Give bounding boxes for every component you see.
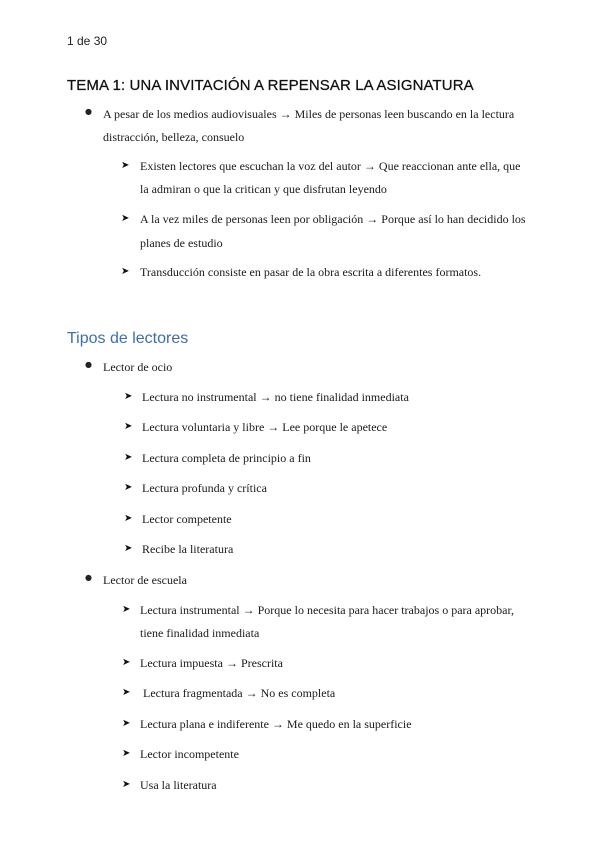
escuela-item-1-line-1: Lectura instrumental → Porque lo necesita para hacer trabajos o para aprobar,	[140, 603, 515, 617]
escuela-item-2: Lectura impuesta → Prescrita	[140, 656, 283, 670]
intro-bullet-line-1: A pesar de los medios audiovisuales → Miles de personas leen buscando en la lectura	[103, 107, 515, 121]
intro-sub-item-1-line-2: la admiran o que la critican y que disfrutan leyendo	[140, 182, 387, 196]
bullet-dot-icon: ●	[85, 360, 92, 369]
intro-sub-item-3: Transducción consiste en pasar de la obra escrita a diferentes formatos.	[140, 265, 482, 279]
group-label-escuela: Lector de escuela	[103, 573, 187, 587]
arrowhead-bullet-icon: ➤	[124, 421, 133, 432]
ocio-item-5: Lector competente	[142, 512, 232, 526]
ocio-item-4: Lectura profunda y crítica	[142, 481, 267, 495]
escuela-item-3: Lectura fragmentada → No es completa	[140, 686, 336, 700]
document-title: TEMA 1: UNA INVITACIÓN A REPENSAR LA ASIGNATURA	[67, 77, 474, 94]
arrowhead-bullet-icon: ➤	[121, 213, 130, 224]
escuela-item-1-line-2: tiene finalidad inmediata	[140, 626, 260, 640]
arrowhead-bullet-icon: ➤	[121, 160, 130, 171]
arrowhead-bullet-icon: ➤	[122, 748, 131, 759]
intro-sub-item-2-line-2: planes de estudio	[140, 236, 223, 250]
bullet-dot-icon: ●	[85, 107, 92, 116]
arrowhead-bullet-icon: ➤	[122, 604, 131, 615]
ocio-item-2: Lectura voluntaria y libre → Lee porque le apetece	[142, 420, 388, 434]
bullet-dot-icon: ●	[85, 573, 92, 582]
page-number: 1 de 30	[67, 34, 108, 48]
ocio-item-6: Recibe la literatura	[142, 542, 234, 556]
arrowhead-bullet-icon: ➤	[122, 657, 131, 668]
arrowhead-bullet-icon: ➤	[124, 452, 133, 463]
section-heading: Tipos de lectores	[67, 330, 189, 347]
arrowhead-bullet-icon: ➤	[124, 391, 133, 402]
intro-sub-item-1-line-1: Existen lectores que escuchan la voz del autor → Que reaccionan ante ella, que	[140, 159, 521, 173]
arrowhead-bullet-icon: ➤	[124, 513, 133, 524]
arrowhead-bullet-icon: ➤	[124, 482, 133, 493]
arrowhead-bullet-icon: ➤	[124, 543, 133, 554]
escuela-item-5: Lector incompetente	[140, 747, 239, 761]
intro-bullet-line-2: distracción, belleza, consuelo	[103, 130, 245, 144]
arrowhead-bullet-icon: ➤	[122, 687, 131, 698]
intro-sub-item-2-line-1: A la vez miles de personas leen por obligación → Porque así lo han decidido los	[140, 212, 526, 226]
ocio-item-3: Lectura completa de principio a fin	[142, 451, 311, 465]
arrowhead-bullet-icon: ➤	[121, 266, 130, 277]
escuela-item-6: Usa la literatura	[140, 778, 217, 792]
escuela-item-4: Lectura plana e indiferente → Me quedo en la superficie	[140, 717, 412, 731]
ocio-item-1: Lectura no instrumental → no tiene finalidad inmediata	[142, 390, 409, 404]
arrowhead-bullet-icon: ➤	[122, 718, 131, 729]
arrowhead-bullet-icon: ➤	[122, 779, 131, 790]
group-label-ocio: Lector de ocio	[103, 360, 173, 374]
